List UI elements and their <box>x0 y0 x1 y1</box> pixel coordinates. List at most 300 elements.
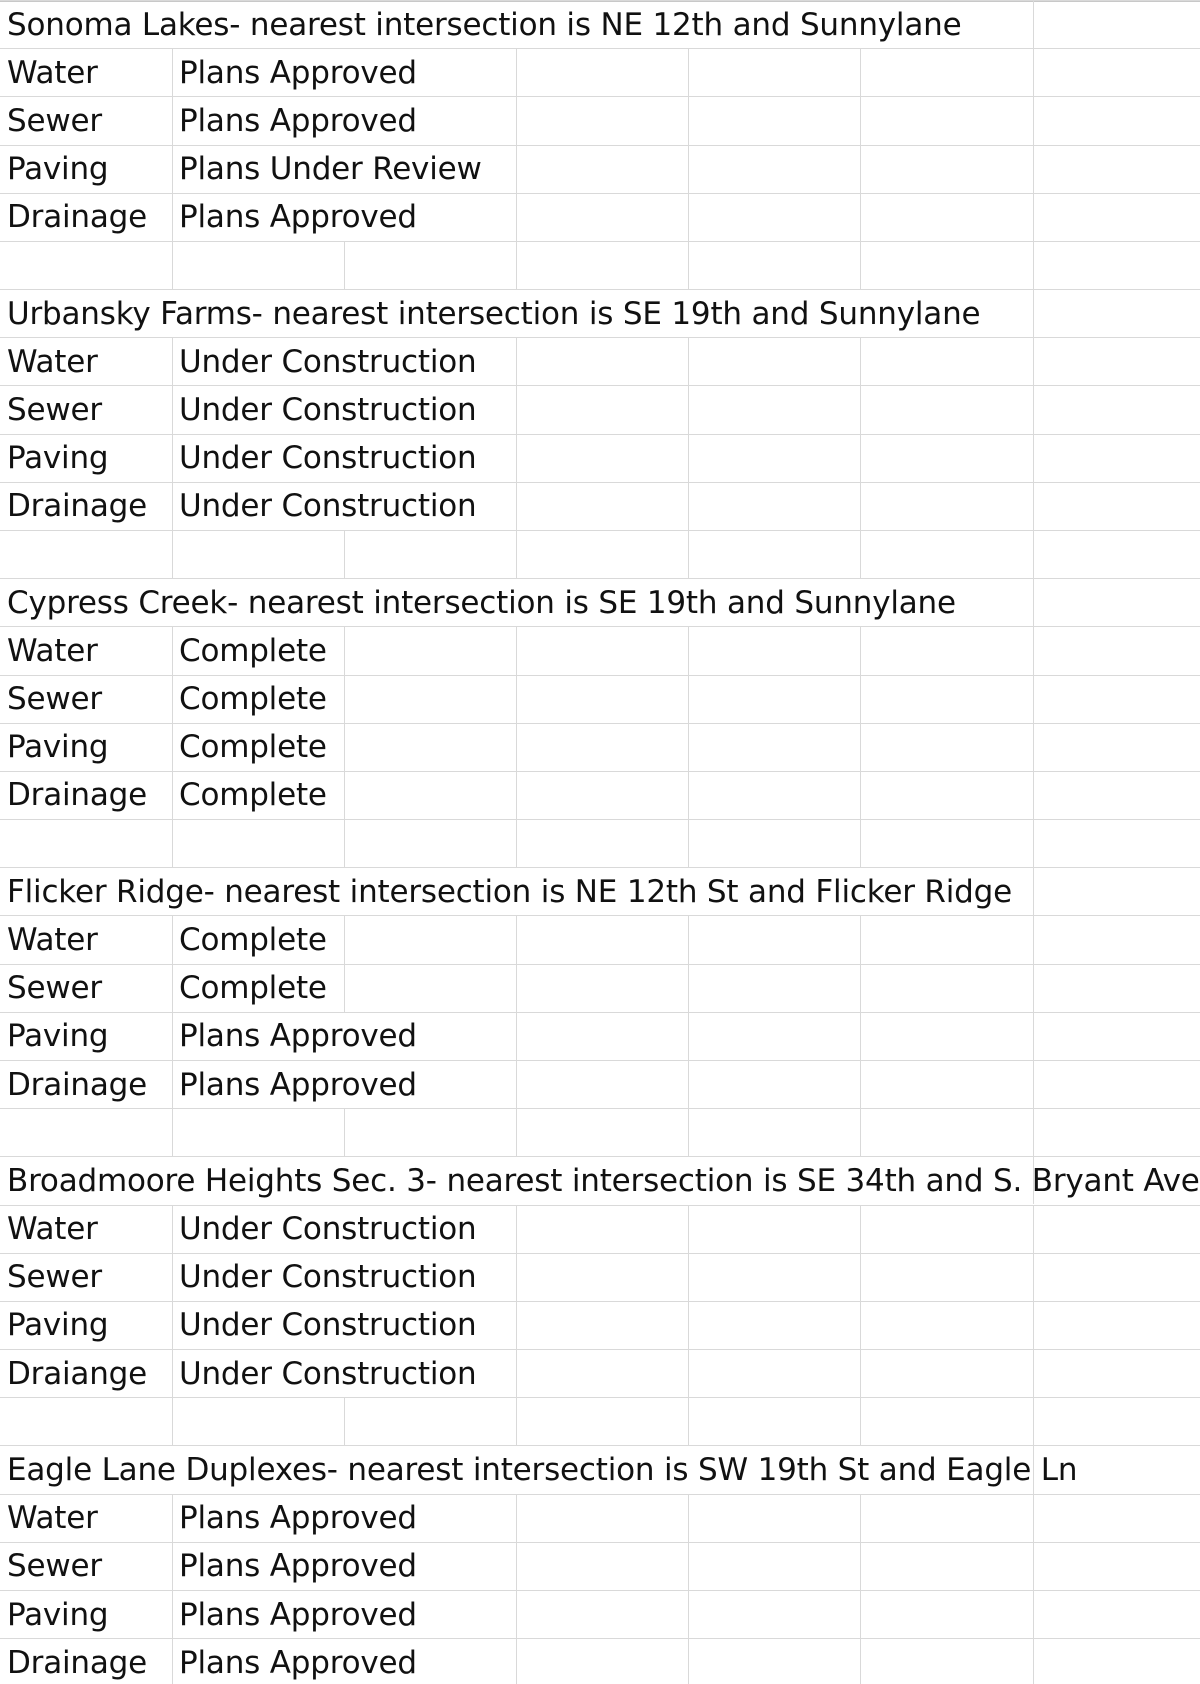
grid-cell[interactable] <box>517 820 689 867</box>
item-row <box>0 337 1200 385</box>
item-status: Plans Approved <box>179 1596 417 1633</box>
grid-cell[interactable] <box>689 97 861 144</box>
grid-cell[interactable] <box>861 772 1034 819</box>
grid-cell[interactable] <box>345 1543 517 1590</box>
grid-cell[interactable] <box>861 1446 1034 1493</box>
status-cell[interactable] <box>173 483 345 530</box>
grid-cell[interactable] <box>345 724 517 771</box>
grid-cell[interactable] <box>517 1495 689 1542</box>
grid-cell[interactable] <box>861 676 1034 723</box>
grid-cell[interactable] <box>861 1061 1034 1108</box>
grid-cell[interactable] <box>861 1495 1034 1542</box>
grid-cell[interactable] <box>1034 1543 1200 1590</box>
grid-cell[interactable] <box>861 1157 1034 1204</box>
item-status: Complete <box>179 681 327 718</box>
grid-cell[interactable] <box>1034 435 1200 482</box>
grid-cell[interactable] <box>861 386 1034 433</box>
grid-cell[interactable] <box>689 1061 861 1108</box>
status-cell[interactable] <box>173 386 345 433</box>
grid-cell[interactable] <box>345 435 517 482</box>
item-label: Water <box>7 1211 98 1248</box>
grid-cell[interactable] <box>345 531 517 578</box>
status-cell[interactable] <box>173 1254 345 1301</box>
grid-cell[interactable] <box>1034 1157 1200 1204</box>
grid-cell[interactable] <box>689 1495 861 1542</box>
grid-cell[interactable] <box>517 194 689 241</box>
item-row <box>0 1060 1200 1108</box>
grid-cell[interactable] <box>861 1 1034 48</box>
item-status: Plans Approved <box>179 1644 417 1681</box>
status-cell[interactable] <box>173 724 345 771</box>
status-cell[interactable] <box>173 1543 345 1590</box>
item-status: Complete <box>179 632 327 669</box>
grid-cell[interactable] <box>861 146 1034 193</box>
grid-cell[interactable] <box>689 531 861 578</box>
grid-cell[interactable] <box>861 1639 1034 1684</box>
grid-cell[interactable] <box>1034 1 1200 48</box>
grid-cell[interactable] <box>345 627 517 674</box>
grid-cell[interactable] <box>1034 772 1200 819</box>
grid-cell[interactable] <box>861 916 1034 963</box>
grid-cell[interactable] <box>689 676 861 723</box>
item-label: Sewer <box>7 681 102 718</box>
item-row <box>0 1494 1200 1542</box>
grid-cell[interactable] <box>517 772 689 819</box>
grid-cell[interactable] <box>517 965 689 1012</box>
item-label: Water <box>7 921 98 958</box>
grid-cell[interactable] <box>345 386 517 433</box>
item-status: Under Construction <box>179 392 477 429</box>
grid-cell[interactable] <box>689 386 861 433</box>
grid-cell[interactable] <box>517 1446 689 1493</box>
grid-cell[interactable] <box>517 49 689 96</box>
label-cell[interactable] <box>0 146 173 193</box>
label-cell[interactable] <box>0 965 173 1012</box>
grid-cell[interactable] <box>689 772 861 819</box>
grid-cell[interactable] <box>861 724 1034 771</box>
section-title: Sonoma Lakes- nearest intersection is NE 12th and Sunnylane <box>7 6 962 43</box>
grid-cell[interactable] <box>0 1398 173 1445</box>
grid-cell[interactable] <box>1034 97 1200 144</box>
label-cell[interactable] <box>0 386 173 433</box>
grid-cell[interactable] <box>517 338 689 385</box>
grid-cell[interactable] <box>861 1302 1034 1349</box>
status-cell[interactable] <box>173 1639 345 1684</box>
status-cell[interactable] <box>173 1495 345 1542</box>
grid-cell[interactable] <box>861 97 1034 144</box>
grid-cell[interactable] <box>345 579 517 626</box>
grid-cell[interactable] <box>1034 965 1200 1012</box>
grid-cell[interactable] <box>517 868 689 915</box>
item-label: Sewer <box>7 970 102 1007</box>
grid-cell[interactable] <box>1034 676 1200 723</box>
grid-cell[interactable] <box>689 242 861 289</box>
status-cell[interactable] <box>173 194 345 241</box>
grid-cell[interactable] <box>1034 1639 1200 1684</box>
grid-cell[interactable] <box>1034 290 1200 337</box>
item-status: Complete <box>179 970 327 1007</box>
item-label: Draiange <box>7 1355 148 1392</box>
label-cell[interactable] <box>0 1543 173 1590</box>
grid-cell[interactable] <box>861 1543 1034 1590</box>
grid-cell[interactable] <box>517 97 689 144</box>
grid-cell[interactable] <box>861 1254 1034 1301</box>
item-row <box>0 96 1200 144</box>
grid-cell[interactable] <box>861 820 1034 867</box>
grid-cell[interactable] <box>517 386 689 433</box>
grid-cell[interactable] <box>0 1446 173 1493</box>
item-status: Plans Approved <box>179 1018 417 1055</box>
item-label: Paving <box>7 729 109 766</box>
grid-cell[interactable] <box>345 1350 517 1397</box>
grid-cell[interactable] <box>345 1061 517 1108</box>
label-cell[interactable] <box>0 772 173 819</box>
grid-cell[interactable] <box>861 194 1034 241</box>
grid-cell[interactable] <box>861 242 1034 289</box>
grid-cell[interactable] <box>689 1157 861 1204</box>
label-cell[interactable] <box>0 483 173 530</box>
label-cell[interactable] <box>0 1495 173 1542</box>
grid-cell[interactable] <box>345 1 517 48</box>
grid-cell[interactable] <box>689 1350 861 1397</box>
status-cell[interactable] <box>173 1591 345 1638</box>
grid-cell[interactable] <box>345 868 517 915</box>
item-row <box>0 1349 1200 1397</box>
grid-cell[interactable] <box>1034 242 1200 289</box>
grid-cell[interactable] <box>517 1639 689 1684</box>
grid-cell[interactable] <box>861 338 1034 385</box>
status-cell[interactable] <box>173 1206 345 1253</box>
grid-cell[interactable] <box>861 1591 1034 1638</box>
status-cell[interactable] <box>173 965 345 1012</box>
grid-cell[interactable] <box>345 676 517 723</box>
status-cell[interactable] <box>173 97 345 144</box>
grid-cell[interactable] <box>345 146 517 193</box>
status-cell[interactable] <box>173 916 345 963</box>
grid-cell[interactable] <box>689 146 861 193</box>
grid-cell[interactable] <box>689 483 861 530</box>
grid-cell[interactable] <box>861 1206 1034 1253</box>
status-cell[interactable] <box>173 1350 345 1397</box>
label-cell[interactable] <box>0 676 173 723</box>
grid-cell[interactable] <box>517 627 689 674</box>
label-cell[interactable] <box>0 1206 173 1253</box>
grid-cell[interactable] <box>173 290 345 337</box>
grid-cell[interactable] <box>345 1254 517 1301</box>
item-label: Drainage <box>7 1066 148 1103</box>
grid-cell[interactable] <box>689 1446 861 1493</box>
grid-cell[interactable] <box>517 1013 689 1060</box>
grid-cell[interactable] <box>345 483 517 530</box>
item-label: Drainage <box>7 777 148 814</box>
item-label: Paving <box>7 1307 109 1344</box>
item-row <box>0 385 1200 433</box>
grid-cell[interactable] <box>689 1639 861 1684</box>
grid-cell[interactable] <box>517 724 689 771</box>
label-cell[interactable] <box>0 724 173 771</box>
grid-cell[interactable] <box>689 1254 861 1301</box>
grid-cell[interactable] <box>345 242 517 289</box>
grid-cell[interactable] <box>517 290 689 337</box>
item-status: Under Construction <box>179 488 477 525</box>
grid-cell[interactable] <box>1034 1446 1200 1493</box>
item-label: Paving <box>7 1596 109 1633</box>
grid-cell[interactable] <box>345 194 517 241</box>
grid-cell[interactable] <box>1034 1013 1200 1060</box>
grid-cell[interactable] <box>689 916 861 963</box>
grid-cell[interactable] <box>517 1206 689 1253</box>
grid-cell[interactable] <box>689 724 861 771</box>
grid-cell[interactable] <box>689 965 861 1012</box>
grid-cell[interactable] <box>345 1398 517 1445</box>
grid-cell[interactable] <box>345 1302 517 1349</box>
grid-cell[interactable] <box>861 49 1034 96</box>
grid-cell[interactable] <box>689 49 861 96</box>
grid-cell[interactable] <box>345 916 517 963</box>
blank-row <box>0 241 1200 289</box>
section-title: Eagle Lane Duplexes- nearest intersection is SW 19th St and Eagle Ln <box>7 1451 1078 1488</box>
grid-cell[interactable] <box>689 627 861 674</box>
item-status: Under Construction <box>179 1307 477 1344</box>
label-cell[interactable] <box>0 338 173 385</box>
item-row <box>0 1638 1200 1684</box>
grid-cell[interactable] <box>0 579 173 626</box>
label-cell[interactable] <box>0 194 173 241</box>
grid-cell[interactable] <box>689 1543 861 1590</box>
status-cell[interactable] <box>173 1061 345 1108</box>
grid-cell[interactable] <box>1034 1398 1200 1445</box>
grid-cell[interactable] <box>1034 146 1200 193</box>
grid-cell[interactable] <box>517 916 689 963</box>
section-title: Cypress Creek- nearest intersection is SE 19th and Sunnylane <box>7 584 956 621</box>
grid-cell[interactable] <box>517 1254 689 1301</box>
grid-cell[interactable] <box>689 290 861 337</box>
grid-cell[interactable] <box>861 1109 1034 1156</box>
grid-cell[interactable] <box>689 338 861 385</box>
item-status: Plans Approved <box>179 1066 417 1103</box>
item-label: Water <box>7 632 98 669</box>
grid-cell[interactable] <box>0 1109 173 1156</box>
grid-cell[interactable] <box>517 1591 689 1638</box>
grid-cell[interactable] <box>517 1302 689 1349</box>
grid-cell[interactable] <box>1034 194 1200 241</box>
grid-cell[interactable] <box>173 531 345 578</box>
label-cell[interactable] <box>0 1013 173 1060</box>
grid-cell[interactable] <box>345 338 517 385</box>
grid-cell[interactable] <box>0 868 173 915</box>
section-title-row <box>0 1445 1200 1493</box>
item-status: Plans Approved <box>179 199 417 236</box>
grid-cell[interactable] <box>517 531 689 578</box>
grid-cell[interactable] <box>689 1013 861 1060</box>
grid-cell[interactable] <box>1034 49 1200 96</box>
grid-cell[interactable] <box>861 483 1034 530</box>
item-row <box>0 964 1200 1012</box>
item-row <box>0 1542 1200 1590</box>
grid-cell[interactable] <box>345 965 517 1012</box>
grid-cell[interactable] <box>173 1157 345 1204</box>
grid-cell[interactable] <box>689 579 861 626</box>
item-row <box>0 1012 1200 1060</box>
grid-cell[interactable] <box>1034 579 1200 626</box>
grid-cell[interactable] <box>517 146 689 193</box>
grid-cell[interactable] <box>173 1446 345 1493</box>
grid-cell[interactable] <box>0 290 173 337</box>
grid-cell[interactable] <box>345 290 517 337</box>
grid-cell[interactable] <box>345 1157 517 1204</box>
label-cell[interactable] <box>0 1350 173 1397</box>
section-title: Urbansky Farms- nearest intersection is SE 19th and Sunnylane <box>7 295 981 332</box>
grid-cell[interactable] <box>517 1398 689 1445</box>
grid-cell[interactable] <box>1034 1591 1200 1638</box>
grid-cell[interactable] <box>517 242 689 289</box>
grid-cell[interactable] <box>1034 1254 1200 1301</box>
item-label: Drainage <box>7 199 148 236</box>
grid-cell[interactable] <box>1034 1302 1200 1349</box>
grid-cell[interactable] <box>1034 724 1200 771</box>
grid-cell[interactable] <box>689 1302 861 1349</box>
grid-cell[interactable] <box>517 483 689 530</box>
grid-cell[interactable] <box>345 1495 517 1542</box>
item-row <box>0 1301 1200 1349</box>
grid-cell[interactable] <box>689 1591 861 1638</box>
grid-cell[interactable] <box>689 1206 861 1253</box>
grid-cell[interactable] <box>173 1 345 48</box>
item-label: Drainage <box>7 488 148 525</box>
label-cell[interactable] <box>0 1302 173 1349</box>
grid-cell[interactable] <box>689 1109 861 1156</box>
section-title: Broadmoore Heights Sec. 3- nearest intersection is SE 34th and S. Bryant Ave <box>7 1162 1200 1199</box>
grid-cell[interactable] <box>861 1350 1034 1397</box>
grid-cell[interactable] <box>861 290 1034 337</box>
grid-cell[interactable] <box>1034 868 1200 915</box>
grid-cell[interactable] <box>517 1109 689 1156</box>
grid-cell[interactable] <box>517 435 689 482</box>
grid-cell[interactable] <box>1034 483 1200 530</box>
item-row <box>0 675 1200 723</box>
status-cell[interactable] <box>173 676 345 723</box>
grid-cell[interactable] <box>345 1206 517 1253</box>
label-cell[interactable] <box>0 97 173 144</box>
label-cell[interactable] <box>0 1591 173 1638</box>
item-row <box>0 482 1200 530</box>
grid-cell[interactable] <box>173 242 345 289</box>
grid-cell[interactable] <box>1034 1495 1200 1542</box>
grid-cell[interactable] <box>173 579 345 626</box>
item-status: Plans Approved <box>179 1500 417 1537</box>
grid-cell[interactable] <box>345 1013 517 1060</box>
grid-cell[interactable] <box>861 531 1034 578</box>
item-row <box>0 434 1200 482</box>
grid-cell[interactable] <box>689 435 861 482</box>
grid-cell[interactable] <box>345 1109 517 1156</box>
status-cell[interactable] <box>173 627 345 674</box>
grid-cell[interactable] <box>345 49 517 96</box>
grid-cell[interactable] <box>861 1013 1034 1060</box>
item-row <box>0 1590 1200 1638</box>
grid-cell[interactable] <box>861 965 1034 1012</box>
grid-cell[interactable] <box>1034 1109 1200 1156</box>
status-cell[interactable] <box>173 146 345 193</box>
grid-cell[interactable] <box>861 435 1034 482</box>
grid-cell[interactable] <box>517 1157 689 1204</box>
section-title-row <box>0 578 1200 626</box>
label-cell[interactable] <box>0 435 173 482</box>
grid-cell[interactable] <box>517 579 689 626</box>
grid-cell[interactable] <box>517 1543 689 1590</box>
grid-cell[interactable] <box>1034 1206 1200 1253</box>
status-cell[interactable] <box>173 772 345 819</box>
grid-cell[interactable] <box>1034 820 1200 867</box>
grid-cell[interactable] <box>1034 338 1200 385</box>
grid-cell[interactable] <box>0 242 173 289</box>
item-status: Complete <box>179 921 327 958</box>
grid-cell[interactable] <box>345 1591 517 1638</box>
grid-cell[interactable] <box>345 820 517 867</box>
grid-cell[interactable] <box>517 676 689 723</box>
grid-cell[interactable] <box>345 772 517 819</box>
grid-cell[interactable] <box>173 1398 345 1445</box>
grid-cell[interactable] <box>0 820 173 867</box>
label-cell[interactable] <box>0 1639 173 1684</box>
grid-cell[interactable] <box>345 1639 517 1684</box>
grid-cell[interactable] <box>689 194 861 241</box>
label-cell[interactable] <box>0 1254 173 1301</box>
label-cell[interactable] <box>0 1061 173 1108</box>
item-status: Complete <box>179 729 327 766</box>
grid-cell[interactable] <box>173 1109 345 1156</box>
item-row <box>0 626 1200 674</box>
item-label: Paving <box>7 1018 109 1055</box>
grid-cell[interactable] <box>1034 916 1200 963</box>
label-cell[interactable] <box>0 49 173 96</box>
item-status: Plans Under Review <box>179 151 482 188</box>
grid-cell[interactable] <box>1034 1061 1200 1108</box>
grid-cell[interactable] <box>345 97 517 144</box>
grid-cell[interactable] <box>861 1398 1034 1445</box>
grid-cell[interactable] <box>345 1446 517 1493</box>
grid-cell[interactable] <box>1034 386 1200 433</box>
grid-cell[interactable] <box>861 868 1034 915</box>
grid-cell[interactable] <box>861 627 1034 674</box>
grid-cell[interactable] <box>689 1 861 48</box>
status-cell[interactable] <box>173 1013 345 1060</box>
grid-cell[interactable] <box>1034 1350 1200 1397</box>
grid-cell[interactable] <box>1034 531 1200 578</box>
grid-cell[interactable] <box>861 579 1034 626</box>
grid-cell[interactable] <box>0 1157 173 1204</box>
item-row <box>0 1253 1200 1301</box>
grid-cell[interactable] <box>689 1398 861 1445</box>
item-row <box>0 771 1200 819</box>
grid-cell[interactable] <box>0 531 173 578</box>
grid-cell[interactable] <box>689 868 861 915</box>
grid-cell[interactable] <box>689 820 861 867</box>
label-cell[interactable] <box>0 916 173 963</box>
status-cell[interactable] <box>173 338 345 385</box>
grid-cell[interactable] <box>517 1 689 48</box>
status-cell[interactable] <box>173 1302 345 1349</box>
status-cell[interactable] <box>173 435 345 482</box>
grid-cell[interactable] <box>517 1350 689 1397</box>
status-cell[interactable] <box>173 49 345 96</box>
grid-cell[interactable] <box>173 868 345 915</box>
grid-cell[interactable] <box>173 820 345 867</box>
grid-cell[interactable] <box>1034 627 1200 674</box>
grid-cell[interactable] <box>0 1 173 48</box>
grid-cell[interactable] <box>517 1061 689 1108</box>
label-cell[interactable] <box>0 627 173 674</box>
